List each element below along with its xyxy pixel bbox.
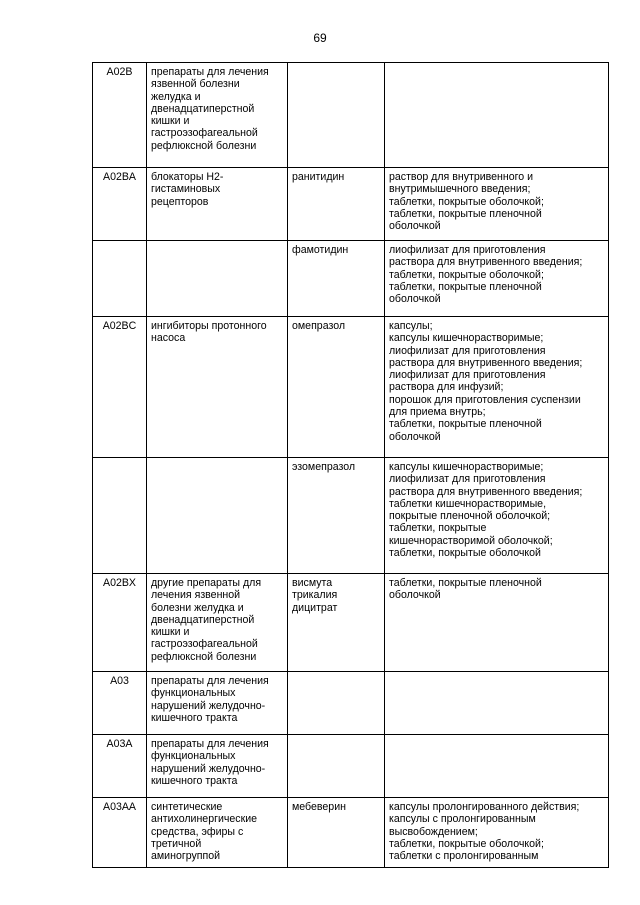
- atc-code-cell: A03A: [93, 735, 147, 798]
- cell-text-line: высвобождением;: [389, 825, 478, 838]
- atc-code-cell: [93, 458, 147, 574]
- pharmacological-group-cell: [147, 241, 288, 317]
- drug-name-cell: [288, 574, 385, 672]
- dosage-form-cell: [385, 672, 609, 735]
- table-row: [93, 672, 609, 735]
- cell-text-line: болезни желудка и: [151, 601, 244, 614]
- cell-text-line: раствора для внутривенного введения;: [389, 256, 583, 269]
- cell-text-line: внутримышечного введения;: [389, 183, 531, 196]
- cell-text-line: препараты для лечения: [151, 675, 269, 687]
- cell-text-line: омепразол: [292, 320, 346, 332]
- table-row: [93, 317, 609, 458]
- cell-text-line: насоса: [151, 332, 186, 345]
- drug-name-cell: [288, 458, 385, 574]
- table-row: [93, 574, 609, 672]
- cell-text-line: мебеверин: [292, 801, 346, 813]
- cell-text-line: ингибиторы протонного: [151, 320, 267, 332]
- atc-code-cell: A02B: [93, 63, 147, 168]
- pharmacological-group-cell: [147, 458, 288, 574]
- pharmacological-group-cell: [147, 798, 288, 868]
- table-row: [93, 63, 609, 168]
- drug-name-cell: [288, 798, 385, 868]
- cell-text-line: кишечного тракта: [151, 711, 238, 724]
- cell-text-line: таблетки, покрытые оболочкой;: [389, 195, 544, 208]
- cell-text-line: лиофилизат для приготовления: [389, 244, 546, 256]
- cell-text-line: ранитидин: [292, 171, 345, 183]
- cell-text-line: синтетические: [151, 801, 223, 813]
- cell-text-line: оболочкой: [389, 589, 441, 602]
- drug-name-cell: [288, 241, 385, 317]
- cell-text-line: гастроэзофагеальной: [151, 638, 258, 651]
- cell-text-line: покрытые пленочной оболочкой;: [389, 510, 551, 523]
- cell-text-line: таблетки, покрытые оболочкой: [389, 547, 541, 560]
- pharmacological-group-cell: [147, 317, 288, 458]
- dosage-form-cell: [385, 574, 609, 672]
- cell-text-line: двенадцатиперстной: [151, 102, 255, 115]
- pharmacological-group-cell: [147, 63, 288, 168]
- cell-text-line: функциональных: [151, 750, 236, 763]
- cell-text-line: третичной: [151, 837, 202, 850]
- cell-text-line: рефлюксной болезни: [151, 139, 257, 152]
- cell-text-line: кишечного тракта: [151, 774, 238, 787]
- cell-text-line: язвенной болезни: [151, 78, 240, 91]
- cell-text-line: лиофилизат для приготовления: [389, 473, 546, 486]
- cell-text-line: капсулы пролонгированного действия;: [389, 801, 580, 813]
- atc-code-cell: [93, 241, 147, 317]
- cell-text-line: таблетки с пролонгированным: [389, 850, 539, 863]
- atc-code-cell: A02BA: [93, 168, 147, 241]
- atc-code-cell: A03AA: [93, 798, 147, 868]
- atc-code-cell: A02BC: [93, 317, 147, 458]
- drug-name-cell: [288, 317, 385, 458]
- cell-text-line: нарушений желудочно-: [151, 699, 266, 712]
- cell-text-line: фамотидин: [292, 244, 349, 256]
- cell-text-line: кишки и: [151, 115, 190, 128]
- dosage-form-cell: [385, 458, 609, 574]
- cell-text-line: таблетки, покрытые пленочной: [389, 418, 542, 431]
- cell-text-line: лечения язвенной: [151, 589, 241, 602]
- atc-code-cell: A02BX: [93, 574, 147, 672]
- table-row: [93, 458, 609, 574]
- dosage-form-cell: [385, 798, 609, 868]
- cell-text-line: нарушений желудочно-: [151, 762, 266, 775]
- drug-name-cell: [288, 168, 385, 241]
- cell-text-line: кишки и: [151, 626, 190, 639]
- dosage-form-cell: [385, 317, 609, 458]
- table-row: [93, 798, 609, 868]
- dosage-form-cell: [385, 241, 609, 317]
- cell-text-line: рефлюксной болезни: [151, 650, 257, 663]
- cell-text-line: таблетки, покрытые: [389, 522, 487, 535]
- drug-name-cell: [288, 63, 385, 168]
- cell-text-line: таблетки, покрытые пленочной: [389, 280, 542, 293]
- cell-text-line: капсулы кишечнорастворимые;: [389, 461, 544, 473]
- cell-text-line: желудка и: [151, 90, 201, 103]
- cell-text-line: дицитрат: [292, 601, 338, 614]
- pharmacological-group-cell: [147, 168, 288, 241]
- cell-text-line: антихолинергические: [151, 813, 258, 826]
- cell-text-line: аминогруппой: [151, 850, 221, 863]
- cell-text-line: раствора для внутривенного введения;: [389, 485, 583, 498]
- cell-text-line: лиофилизат для приготовления: [389, 344, 546, 357]
- table-body: [93, 63, 609, 868]
- pharmacological-group-cell: [147, 735, 288, 798]
- drug-table: [92, 62, 609, 868]
- cell-text-line: капсулы с пролонгированным: [389, 813, 536, 826]
- cell-text-line: функциональных: [151, 687, 236, 700]
- cell-text-line: гастроэзофагеальной: [151, 127, 258, 140]
- pharmacological-group-cell: [147, 574, 288, 672]
- cell-text-line: раствора для внутривенного введения;: [389, 356, 583, 369]
- cell-text-line: оболочкой: [389, 430, 441, 443]
- cell-text-line: висмута: [292, 577, 333, 589]
- cell-text-line: эзомепразол: [292, 461, 356, 473]
- cell-text-line: порошок для приготовления суспензии: [389, 393, 581, 406]
- cell-text-line: оболочкой: [389, 293, 441, 306]
- table-row: [93, 168, 609, 241]
- dosage-form-cell: [385, 168, 609, 241]
- cell-text-line: раствора для инфузий;: [389, 381, 504, 394]
- cell-text-line: таблетки кишечнорастворимые,: [389, 497, 547, 510]
- cell-text-line: кишечнорастворимой оболочкой;: [389, 534, 553, 547]
- cell-text-line: капсулы;: [389, 320, 433, 332]
- drug-name-cell: [288, 672, 385, 735]
- cell-text-line: таблетки, покрытые пленочной: [389, 577, 542, 589]
- cell-text-line: таблетки, покрытые оболочкой;: [389, 268, 544, 281]
- cell-text-line: другие препараты для: [151, 577, 262, 589]
- cell-text-line: лиофилизат для приготовления: [389, 369, 546, 382]
- cell-text-line: таблетки, покрытые оболочкой;: [389, 837, 544, 850]
- drug-name-cell: [288, 735, 385, 798]
- cell-text-line: для приема внутрь;: [389, 406, 486, 419]
- page-number: 69: [313, 31, 327, 45]
- dosage-form-cell: [385, 63, 609, 168]
- pharmacological-group-cell: [147, 672, 288, 735]
- cell-text-line: двенадцатиперстной: [151, 613, 255, 626]
- cell-text-line: раствор для внутривенного и: [389, 171, 534, 183]
- cell-text-line: препараты для лечения: [151, 66, 269, 78]
- table-row: [93, 735, 609, 798]
- cell-text-line: таблетки, покрытые пленочной: [389, 207, 542, 220]
- cell-text-line: блокаторы H2-: [151, 171, 224, 183]
- cell-text-line: капсулы кишечнорастворимые;: [389, 332, 544, 345]
- atc-code-cell: A03: [93, 672, 147, 735]
- cell-text-line: гистаминовых: [151, 183, 221, 196]
- cell-text-line: рецепторов: [151, 195, 209, 208]
- cell-text-line: трикалия: [292, 589, 338, 602]
- cell-text-line: препараты для лечения: [151, 738, 269, 750]
- cell-text-line: оболочкой: [389, 220, 441, 233]
- table-row: [93, 241, 609, 317]
- dosage-form-cell: [385, 735, 609, 798]
- cell-text-line: средства, эфиры с: [151, 825, 244, 838]
